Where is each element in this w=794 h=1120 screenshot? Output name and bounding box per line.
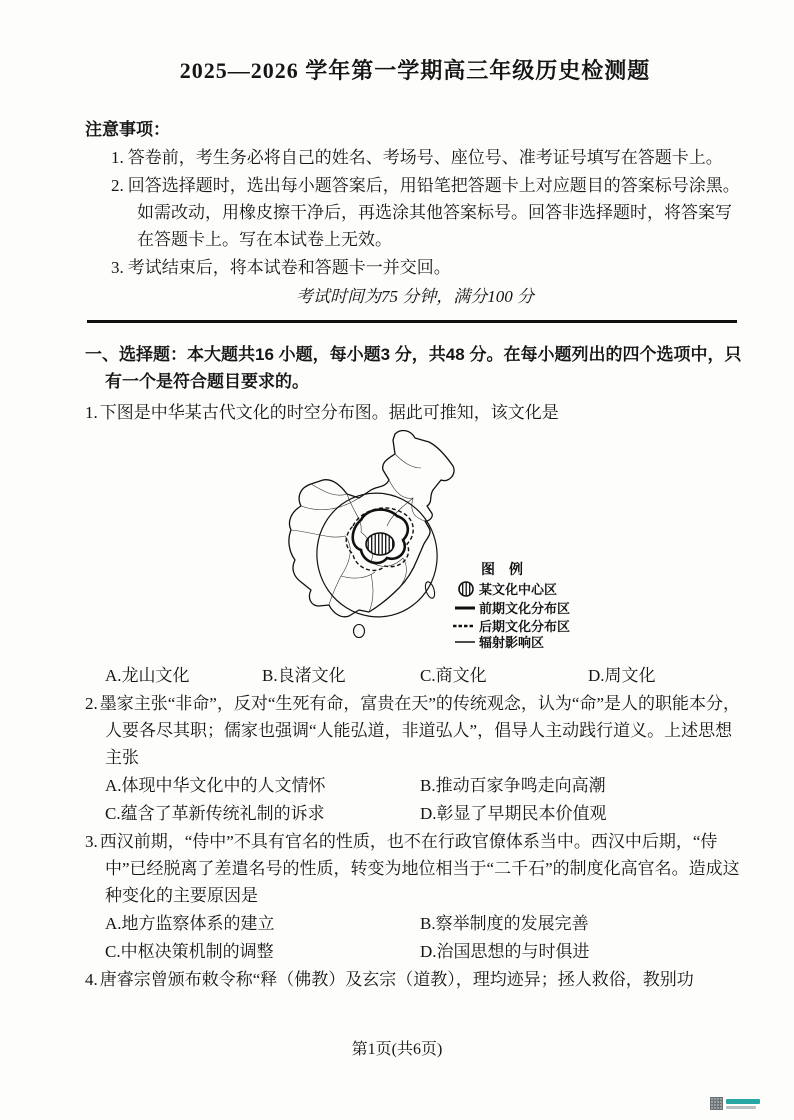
notice-item-3: [85, 254, 745, 281]
notice-heading: 注意事项：: [85, 120, 170, 139]
option-c: C.商文化: [420, 666, 487, 685]
legend-hatched-circle-icon: [459, 582, 473, 596]
question-number: 2.: [85, 694, 98, 713]
notice-item-text: 考试结束后，将本试卷和答题卡一并交回。: [127, 258, 451, 277]
culture-distribution-map-figure: [283, 428, 745, 658]
option-a: A.体现中华文化中的人文情怀: [105, 776, 326, 795]
page-number: 第1页(共6页): [351, 1041, 443, 1058]
question-4-stem: [85, 966, 745, 993]
notice-block: [85, 116, 745, 310]
question-number: 1.: [85, 403, 98, 422]
question-1-options: [105, 662, 745, 689]
legend-label: 辐射影响区: [479, 635, 545, 650]
section-heading: 一、选择题：本大题共16 小题，每小题3 分，共48 分。在每小题列出的四个选项中，只有一个是符合题目要求的。: [85, 345, 742, 391]
page-title: 2025—2026 学年第一学期高三年级历史检测题: [179, 58, 651, 83]
question-text: 墨家主张“非命”，反对“生死有命，富贵在天”的传统观念，认为“命”是人的职能本分，人要各尽其职；儒家也强调“人能弘道，非道弘人”，倡导人主动践行道义。上述思想主张: [99, 694, 741, 767]
culture-center-zone: [366, 533, 394, 555]
question-3-stem: [85, 828, 745, 909]
legend-label: 前期文化分布区: [479, 601, 571, 616]
teal-logo-icon: [726, 1099, 760, 1109]
question-text: 唐睿宗曾颁布敕令称“释（佛教）及玄宗（道教），理均迹异；拯人救俗，教别功: [99, 970, 694, 989]
question-number: 4.: [85, 970, 98, 989]
notice-item-number: 2.: [111, 176, 124, 195]
option-b: B.推动百家争鸣走向高潮: [420, 776, 606, 795]
option-c: C.蕴含了革新传统礼制的诉求: [105, 804, 325, 823]
map-legend: [453, 561, 570, 650]
legend-label: 某文化中心区: [479, 582, 558, 597]
option-d: D.彰显了早期民本价值观: [420, 804, 607, 823]
china-outline: [289, 431, 454, 617]
legend-title: 图 例: [481, 561, 523, 577]
option-d: D.周文化: [588, 666, 656, 685]
question-number: 3.: [85, 832, 98, 851]
qr-code-icon: [710, 1097, 723, 1110]
notice-item-1: [85, 144, 745, 171]
question-1-stem: [85, 399, 745, 426]
option-a: A.龙山文化: [105, 666, 190, 685]
option-d: D.治国思想的与时俱进: [420, 942, 590, 961]
question-text: 下图是中华某古代文化的时空分布图。据此可推知，该文化是: [99, 403, 559, 422]
question-3-options: [105, 910, 745, 965]
notice-item-number: 3.: [111, 258, 124, 277]
option-b: B.良渚文化: [262, 666, 346, 685]
china-map: [283, 428, 655, 650]
legend-label: 后期文化分布区: [479, 619, 571, 634]
hainan-island: [354, 625, 365, 638]
province-borders: [291, 454, 425, 612]
section-divider: [87, 320, 737, 323]
question-2-stem: [85, 690, 745, 771]
option-b: B.察举制度的发展完善: [420, 914, 589, 933]
watermark: [710, 1097, 760, 1110]
option-c: C.中枢决策机制的调整: [105, 942, 274, 961]
exam-time-info: 考试时间为75 分钟，满分100 分: [296, 287, 534, 306]
option-a: A.地方监察体系的建立: [105, 914, 275, 933]
notice-item-number: 1.: [111, 148, 124, 167]
notice-item-text: 回答选择题时，选出每小题答案后，用铅笔把答题卡上对应题目的答案标号涂黑。如需改动，用橡皮擦干净后，再选涂其他答案标号。回答非选择题时，将答案写在答题卡上。写在本试卷上无效。: [127, 176, 740, 249]
question-2-options: [105, 772, 745, 827]
notice-item-2: [85, 172, 745, 253]
taiwan-island: [424, 581, 437, 600]
question-text: 西汉前期，“侍中”不具有官名的性质，也不在行政官僚体系当中。西汉中后期，“侍中”已经脱离了差遣名号的性质，转变为地位相当于“二千石”的制度化高官名。造成这种变化的主要原因是: [99, 832, 740, 905]
notice-item-text: 答卷前，考生务必将自己的姓名、考场号、座位号、准考证号填写在答题卡上。: [127, 148, 723, 167]
